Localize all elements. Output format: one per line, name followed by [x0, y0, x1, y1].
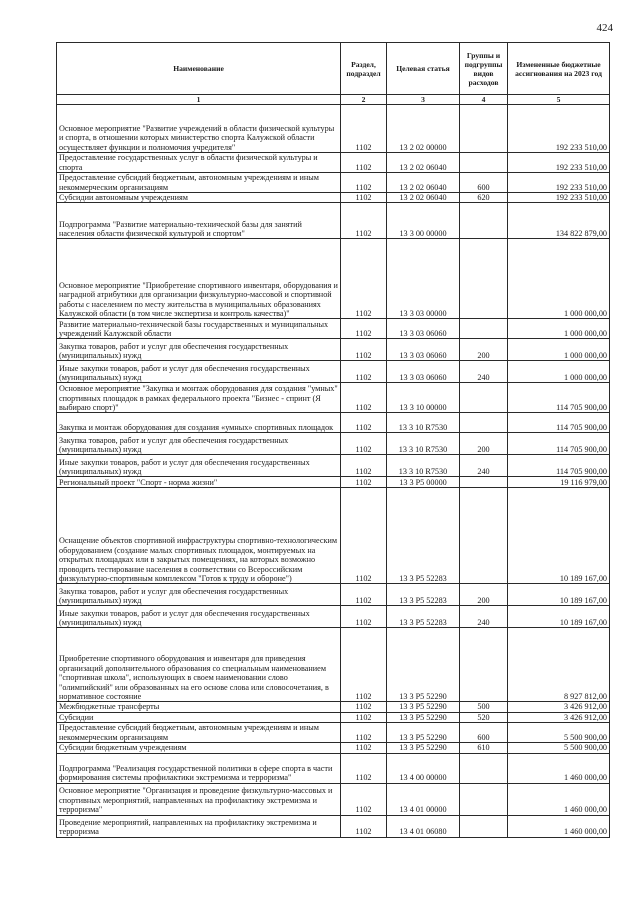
- table-row: [57, 319, 610, 339]
- header-amount: Измененные бюджетные ассигнования на 2023 год: [508, 43, 610, 95]
- row-name: Региональный проект "Спорт - норма жизни": [57, 477, 341, 488]
- row-target: 13 3 P5 52283: [387, 488, 460, 584]
- row-target: 13 3 03 06060: [387, 361, 460, 383]
- row-amount: 10 189 167,00: [508, 606, 610, 628]
- row-target: 13 3 P5 52290: [387, 723, 460, 743]
- row-target: 13 3 P5 00000: [387, 477, 460, 488]
- row-amount: 1 460 000,00: [508, 783, 610, 815]
- table-row: [57, 477, 610, 488]
- row-amount: 114 705 900,00: [508, 455, 610, 477]
- row-group: [460, 413, 508, 433]
- row-group: 600: [460, 173, 508, 193]
- row-group: 200: [460, 339, 508, 361]
- table-row: [57, 584, 610, 606]
- row-group: 200: [460, 433, 508, 455]
- row-target: 13 4 01 00000: [387, 783, 460, 815]
- row-name: Основное мероприятие "Приобретение спортивного инвентаря, оборудования и наградной атрибутики для организации физкультурно-массовой и спортивной работы с населением по месту жительства в муниципальных образованиях Калужской области (в том числе экспертиза и контроль качества)": [57, 239, 341, 319]
- row-name: Межбюджетные трансферты: [57, 702, 341, 712]
- row-section: 1102: [341, 783, 387, 815]
- row-amount: 114 705 900,00: [508, 413, 610, 433]
- row-group: [460, 783, 508, 815]
- table-row: [57, 455, 610, 477]
- row-target: 13 4 01 06080: [387, 815, 460, 837]
- row-amount: 3 426 912,00: [508, 702, 610, 712]
- row-name: Основное мероприятие "Организация и проведение физкультурно-массовых и спортивных мероприятий, направленных на профилактику экстремизма и терроризма": [57, 783, 341, 815]
- table-row: [57, 153, 610, 173]
- row-target: 13 2 02 06040: [387, 173, 460, 193]
- row-section: 1102: [341, 455, 387, 477]
- row-name: Закупка товаров, работ и услуг для обеспечения государственных (муниципальных) нужд: [57, 339, 341, 361]
- row-amount: 1 460 000,00: [508, 753, 610, 783]
- row-group: 610: [460, 743, 508, 753]
- table-row: [57, 628, 610, 702]
- row-name: Основное мероприятие "Закупка и монтаж оборудования для создания "умных" спортивных площадок в рамках федерального проекта "Бизнес - спринт (Я выбираю спорт)": [57, 383, 341, 413]
- budget-table: [56, 42, 610, 838]
- row-name: Закупка товаров, работ и услуг для обеспечения государственных (муниципальных) нужд: [57, 584, 341, 606]
- table-row: [57, 383, 610, 413]
- header-target: Целевая статья: [387, 43, 460, 95]
- row-target: 13 2 02 06040: [387, 193, 460, 203]
- row-section: 1102: [341, 413, 387, 433]
- table-row: [57, 339, 610, 361]
- table-row: [57, 815, 610, 837]
- row-group: 240: [460, 455, 508, 477]
- header-name: Наименование: [57, 43, 341, 95]
- table-row: [57, 712, 610, 722]
- row-amount: 5 500 900,00: [508, 743, 610, 753]
- page-number: 424: [596, 22, 613, 34]
- row-group: 520: [460, 712, 508, 722]
- row-target: 13 3 03 00000: [387, 239, 460, 319]
- table-row: [57, 105, 610, 153]
- row-amount: 1 460 000,00: [508, 815, 610, 837]
- row-name: Развитие материально-технической базы государственных и муниципальных учреждений Калужской области: [57, 319, 341, 339]
- table-row: [57, 753, 610, 783]
- row-section: 1102: [341, 628, 387, 702]
- row-amount: 10 189 167,00: [508, 584, 610, 606]
- row-target: 13 3 03 06060: [387, 319, 460, 339]
- row-target: 13 2 02 00000: [387, 105, 460, 153]
- row-amount: 3 426 912,00: [508, 712, 610, 722]
- row-section: 1102: [341, 488, 387, 584]
- table-row: [57, 723, 610, 743]
- row-name: Предоставление субсидий бюджетным, автономным учреждениям и иным некоммерческим организациям: [57, 723, 341, 743]
- column-number: 3: [387, 95, 460, 105]
- row-section: 1102: [341, 712, 387, 722]
- table-row: [57, 203, 610, 239]
- row-target: 13 3 10 R7530: [387, 455, 460, 477]
- row-name: Закупка товаров, работ и услуг для обеспечения государственных (муниципальных) нужд: [57, 433, 341, 455]
- row-target: 13 3 03 06060: [387, 339, 460, 361]
- row-section: 1102: [341, 753, 387, 783]
- row-amount: 114 705 900,00: [508, 383, 610, 413]
- row-section: 1102: [341, 173, 387, 193]
- row-section: 1102: [341, 153, 387, 173]
- row-target: 13 3 10 R7530: [387, 413, 460, 433]
- row-section: 1102: [341, 105, 387, 153]
- row-group: [460, 815, 508, 837]
- row-section: 1102: [341, 815, 387, 837]
- row-group: [460, 383, 508, 413]
- row-section: 1102: [341, 723, 387, 743]
- column-number-row: [57, 95, 610, 105]
- row-target: 13 3 P5 52283: [387, 584, 460, 606]
- row-amount: 5 500 900,00: [508, 723, 610, 743]
- row-amount: 192 233 510,00: [508, 173, 610, 193]
- row-group: [460, 477, 508, 488]
- row-amount: 192 233 510,00: [508, 193, 610, 203]
- row-name: Оснащение объектов спортивной инфраструктуры спортивно-технологическим оборудованием (создание малых спортивных площадок, монтируемых на открытых площадках или в закрытых помещениях, на которых возможно проводить тестирование населения в соответствии со Всероссийским физкультурно-спортивным комплексом "Готов к труду и обороне"): [57, 488, 341, 584]
- table-row: [57, 743, 610, 753]
- row-name: Подпрограмма "Развитие материально-технической базы для занятий населения области физической культурой и спортом": [57, 203, 341, 239]
- table-row: [57, 173, 610, 193]
- row-group: 200: [460, 584, 508, 606]
- row-amount: 1 000 000,00: [508, 319, 610, 339]
- row-group: [460, 105, 508, 153]
- table-body: [57, 105, 610, 838]
- row-amount: 192 233 510,00: [508, 153, 610, 173]
- table-row: [57, 413, 610, 433]
- row-section: 1102: [341, 203, 387, 239]
- table-row: [57, 433, 610, 455]
- row-group: [460, 153, 508, 173]
- row-target: 13 2 02 06040: [387, 153, 460, 173]
- row-name: Предоставление субсидий бюджетным, автономным учреждениям и иным некоммерческим организациям: [57, 173, 341, 193]
- row-group: 500: [460, 702, 508, 712]
- row-group: [460, 239, 508, 319]
- column-number: 1: [57, 95, 341, 105]
- row-group: [460, 488, 508, 584]
- row-group: 240: [460, 606, 508, 628]
- column-number: 2: [341, 95, 387, 105]
- row-target: 13 3 P5 52283: [387, 606, 460, 628]
- row-name: Основное мероприятие "Развитие учреждений в области физической культуры и спорта, в отношении которых министерство спорта Калужской области осуществляет функции и полномочия учредителя": [57, 105, 341, 153]
- row-group: [460, 628, 508, 702]
- row-name: Закупка и монтаж оборудования для создания «умных» спортивных площадок: [57, 413, 341, 433]
- row-section: 1102: [341, 433, 387, 455]
- row-amount: 10 189 167,00: [508, 488, 610, 584]
- table-row: [57, 702, 610, 712]
- row-target: 13 3 P5 52290: [387, 743, 460, 753]
- row-name: Иные закупки товаров, работ и услуг для обеспечения государственных (муниципальных) нужд: [57, 455, 341, 477]
- column-number: 5: [508, 95, 610, 105]
- table-row: [57, 239, 610, 319]
- row-name: Субсидии: [57, 712, 341, 722]
- row-group: [460, 753, 508, 783]
- header-section: Раздел, подраздел: [341, 43, 387, 95]
- row-section: 1102: [341, 702, 387, 712]
- row-target: 13 3 10 00000: [387, 383, 460, 413]
- row-section: 1102: [341, 361, 387, 383]
- row-name: Приобретение спортивного оборудования и инвентаря для приведения организаций дополнительного образования со специальным наименованием "спортивная школа", использующих в своем наименовании слово "олимпийский" или образованных на его основе слова или словосочетания, в нормативное состояние: [57, 628, 341, 702]
- row-name: Субсидии бюджетным учреждениям: [57, 743, 341, 753]
- row-amount: 1 000 000,00: [508, 339, 610, 361]
- row-target: 13 3 P5 52290: [387, 702, 460, 712]
- row-target: 13 3 P5 52290: [387, 712, 460, 722]
- row-amount: 19 116 979,00: [508, 477, 610, 488]
- row-name: Иные закупки товаров, работ и услуг для обеспечения государственных (муниципальных) нужд: [57, 361, 341, 383]
- row-group: [460, 203, 508, 239]
- row-group: 240: [460, 361, 508, 383]
- table-row: [57, 606, 610, 628]
- row-amount: 8 927 812,00: [508, 628, 610, 702]
- row-amount: 1 000 000,00: [508, 239, 610, 319]
- row-group: [460, 319, 508, 339]
- table-row: [57, 361, 610, 383]
- row-section: 1102: [341, 383, 387, 413]
- row-target: 13 4 00 00000: [387, 753, 460, 783]
- header-row: [57, 43, 610, 95]
- row-target: 13 3 10 R7530: [387, 433, 460, 455]
- row-section: 1102: [341, 477, 387, 488]
- row-section: 1102: [341, 319, 387, 339]
- row-group: 620: [460, 193, 508, 203]
- row-section: 1102: [341, 606, 387, 628]
- row-name: Проведение мероприятий, направленных на профилактику экстремизма и терроризма: [57, 815, 341, 837]
- table-row: [57, 193, 610, 203]
- row-name: Предоставление государственных услуг в области физической культуры и спорта: [57, 153, 341, 173]
- row-section: 1102: [341, 584, 387, 606]
- row-target: 13 3 P5 52290: [387, 628, 460, 702]
- row-section: 1102: [341, 339, 387, 361]
- row-section: 1102: [341, 239, 387, 319]
- row-group: 600: [460, 723, 508, 743]
- row-section: 1102: [341, 743, 387, 753]
- table-row: [57, 783, 610, 815]
- header-groups: Группы и подгруппы видов расходов: [460, 43, 508, 95]
- row-amount: 192 233 510,00: [508, 105, 610, 153]
- row-target: 13 3 00 00000: [387, 203, 460, 239]
- table-row: [57, 488, 610, 584]
- row-name: Иные закупки товаров, работ и услуг для обеспечения государственных (муниципальных) нужд: [57, 606, 341, 628]
- row-amount: 114 705 900,00: [508, 433, 610, 455]
- column-number: 4: [460, 95, 508, 105]
- row-amount: 1 000 000,00: [508, 361, 610, 383]
- row-amount: 134 822 879,00: [508, 203, 610, 239]
- row-name: Субсидии автономным учреждениям: [57, 193, 341, 203]
- row-section: 1102: [341, 193, 387, 203]
- row-name: Подпрограмма "Реализация государственной политики в сфере спорта в части формирования системы профилактики экстремизма и терроризма": [57, 753, 341, 783]
